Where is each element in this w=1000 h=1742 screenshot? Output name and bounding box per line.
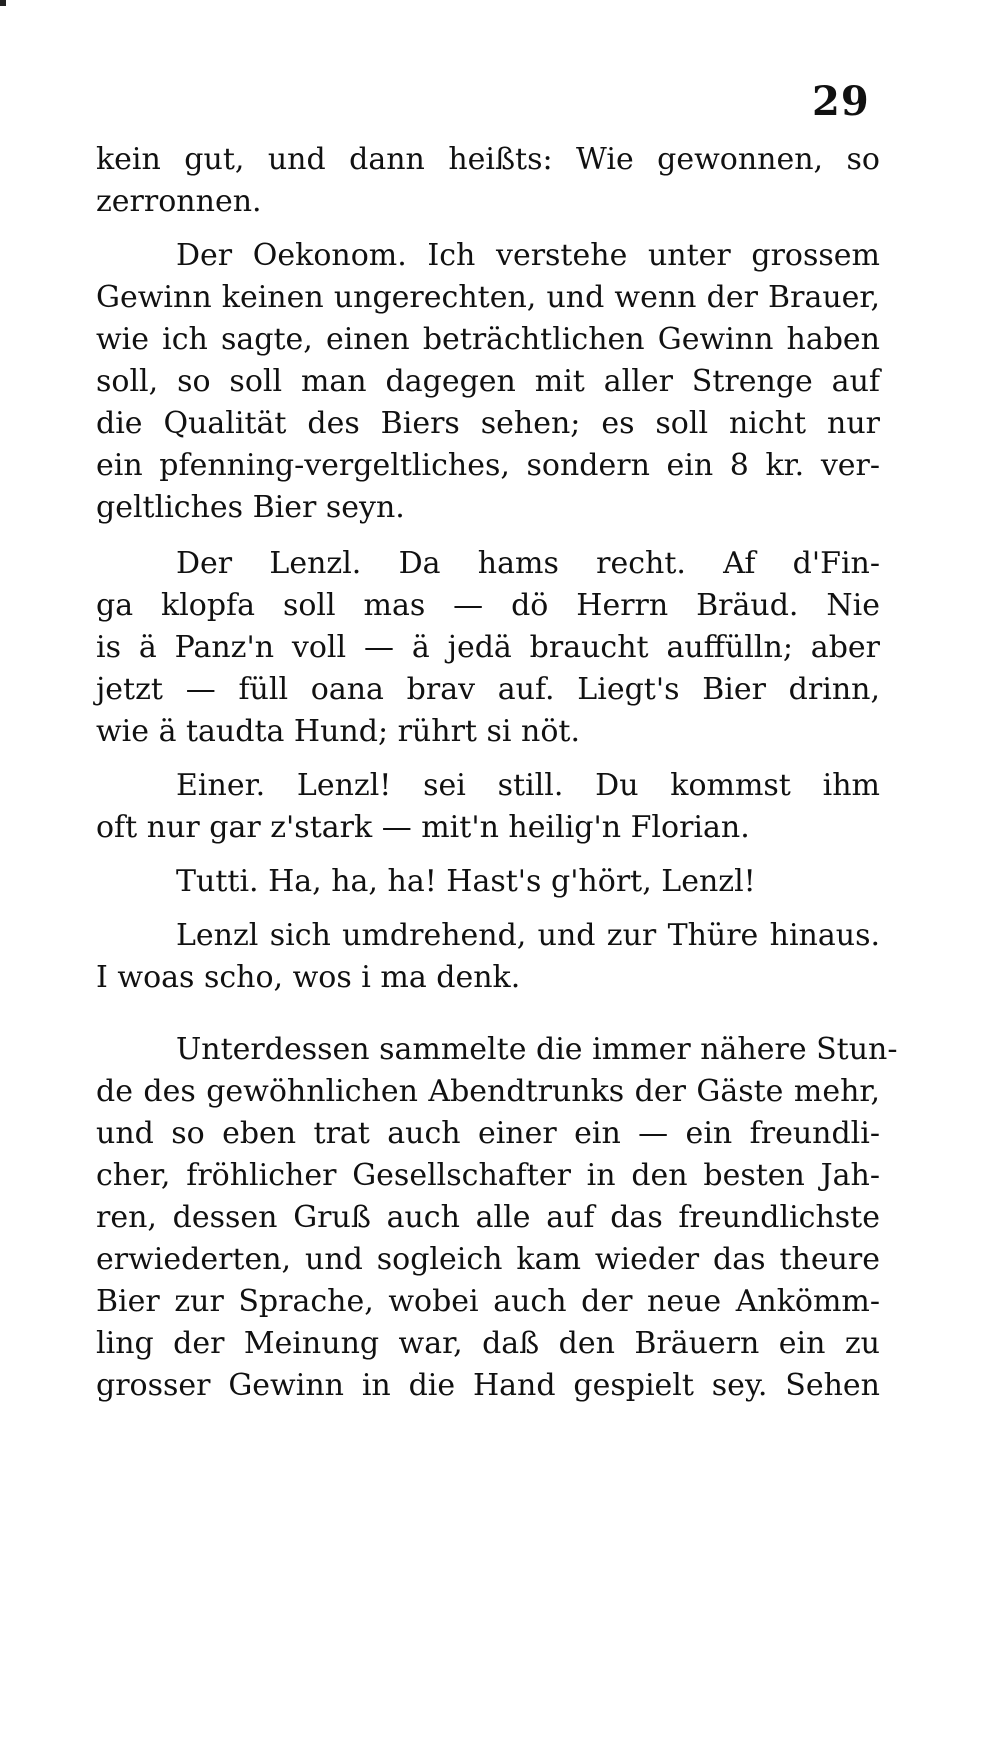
text-line: Der Lenzl. Da hams recht. Af d'Fin- — [176, 546, 880, 581]
text-line: zerronnen. — [96, 184, 262, 219]
text-line: und so eben trat auch einer ein — ein freundli- — [96, 1116, 880, 1151]
text-line: soll, so soll man dagegen mit aller Strenge auf — [96, 364, 880, 399]
text-line: Einer. Lenzl! sei still. Du kommst ihm — [176, 768, 880, 803]
text-line: is ä Panz'n voll — ä jedä braucht auffülln; aber — [96, 630, 880, 665]
text-line: erwiederten, und sogleich kam wieder das theure — [96, 1242, 880, 1277]
text-line: Lenzl sich umdrehend, und zur Thüre hinaus. — [176, 918, 880, 953]
text-line: wie ich sagte, einen beträchtlichen Gewinn haben — [96, 322, 880, 357]
text-line: I woas scho, wos i ma denk. — [96, 960, 521, 995]
text-line: Der Oekonom. Ich verstehe unter grossem — [176, 238, 880, 273]
text-line: ein pfenning-vergeltliches, sondern ein 8 kr. ver- — [96, 448, 880, 483]
text-line: ling der Meinung war, daß den Bräuern ein zu — [96, 1326, 880, 1361]
text-line: geltliches Bier seyn. — [96, 490, 405, 525]
text-line: ren, dessen Gruß auch alle auf das freundlichste — [96, 1200, 880, 1235]
scan-corner-mark — [0, 0, 6, 6]
page-number: 29 — [812, 78, 870, 125]
text-line: Tutti. Ha, ha, ha! Hast's g'hört, Lenzl! — [176, 864, 756, 899]
text-line: wie ä taudta Hund; rührt si nöt. — [96, 714, 580, 749]
text-line: die Qualität des Biers sehen; es soll nicht nur — [96, 406, 880, 441]
text-line: kein gut, und dann heißts: Wie gewonnen, so — [96, 142, 880, 177]
text-line: ga klopfa soll mas — dö Herrn Bräud. Nie — [96, 588, 880, 623]
text-line: Gewinn keinen ungerechten, und wenn der Brauer, — [96, 280, 880, 315]
text-line: grosser Gewinn in die Hand gespielt sey. Sehen — [96, 1368, 880, 1403]
text-line: Bier zur Sprache, wobei auch der neue Ankömm- — [96, 1284, 880, 1319]
text-line: de des gewöhnlichen Abendtrunks der Gäste mehr, — [96, 1074, 880, 1109]
text-line: cher, fröhlicher Gesellschafter in den besten Jah- — [96, 1158, 880, 1193]
text-line: oft nur gar z'stark — mit'n heilig'n Florian. — [96, 810, 750, 845]
text-line: jetzt — füll oana brav auf. Liegt's Bier drinn, — [96, 672, 880, 707]
text-line: Unterdessen sammelte die immer nähere Stun- — [176, 1032, 898, 1067]
